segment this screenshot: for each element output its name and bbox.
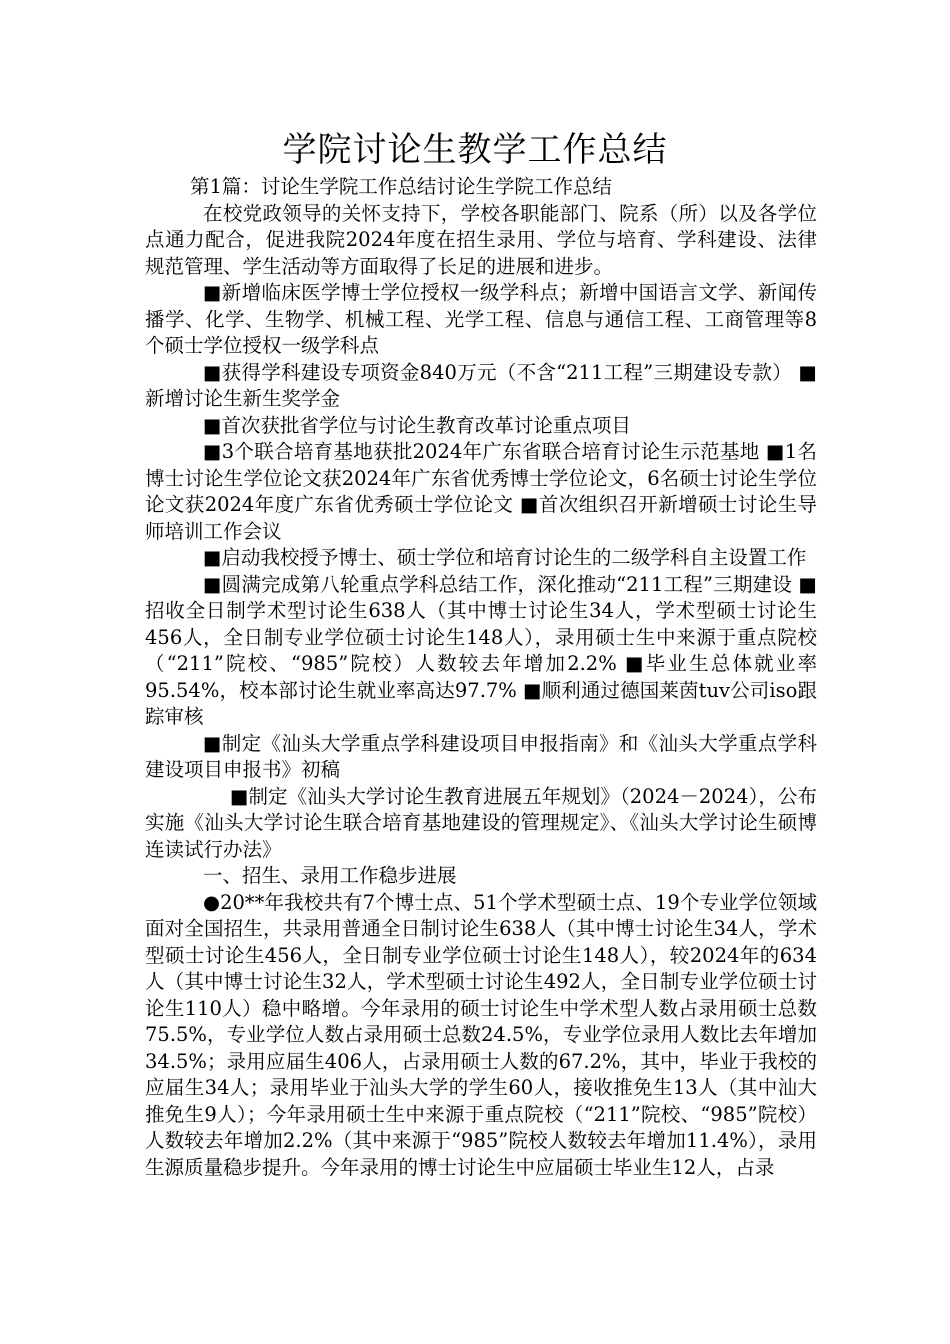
paragraph: ■圆满完成第八轮重点学科总结工作，深化推动“211工程”三期建设 ■招收全日制学术型讨论生638人（其中博士讨论生34人，学术型硕士讨论生456人，全日制专业学位硕士讨论生148人），录用硕士生中来源于重点院校（“211”院校、“985”院校）人数较去年增加2.2% ■毕业生总体就业率95.54%，校本部讨论生就业率高达97.7% ■顺利通过德国莱茵tuv公司iso跟踪审核 — [145, 572, 817, 728]
paragraph: ■制定《汕头大学重点学科建设项目申报指南》和《汕头大学重点学科建设项目申报书》初稿 — [145, 731, 817, 781]
document-title: 学院讨论生教学工作总结 — [282, 130, 668, 170]
document-body — [145, 174, 817, 1181]
paragraph: 一、招生、录用工作稳步进展 — [203, 864, 457, 887]
paragraph: 在校党政领导的关怀支持下，学校各职能部门、院系（所）以及各学位点通力配合，促进我院2024年度在招生录用、学位与培育、学科建设、法律规范管理、学生活动等方面取得了长足的进展和进步。 — [145, 201, 817, 278]
paragraph: 第1篇：讨论生学院工作总结讨论生学院工作总结 — [190, 175, 612, 198]
paragraph: ■制定《汕头大学讨论生教育进展五年规划》（2024－2024），公布实施《汕头大学讨论生联合培育基地建设的管理规定》、《汕头大学讨论生硕博连读试行办法》 — [145, 784, 817, 861]
paragraph: ■新增临床医学博士学位授权一级学科点；新增中国语言文学、新闻传播学、化学、生物学、机械工程、光学工程、信息与通信工程、工商管理等8个硕士学位授权一级学科点 — [145, 281, 817, 357]
paragraph: ●20**年我校共有7个博士点、51个学术型硕士点、19个专业学位领域面对全国招生，共录用普通全日制讨论生638人（其中博士讨论生34人，学术型硕士讨论生456人，全日制专业学位硕士讨论生148人），较2024年的634人（其中博士讨论生32人，学术型硕士讨论生492人，全日制专业学位硕士讨论生110人）稳中略增。今年录用的硕士讨论生中学术型人数占录用硕士总数75.5%，专业学位人数占录用硕士总数24.5%，专业学位录用人数比去年增加34.5%；录用应届生406人，占录用硕士人数的67.2%，其中，毕业于我校的应届生34人；录用毕业于汕头大学的学生60人，接收推免生13人（其中汕大推免生9人）；今年录用硕士生中来源于重点院校（“211”院校、“985”院校）人数较去年增加2.2%（其中来源于“985”院校人数较去年增加11.4%），录用生源质量稳步提升。今年录用的博士讨论生中应届硕士毕业生12人，占录 — [145, 890, 817, 1179]
paragraph: ■启动我校授予博士、硕士学位和培育讨论生的二级学科自主设置工作 — [203, 546, 807, 569]
paragraph: ■3个联合培育基地获批2024年广东省联合培育讨论生示范基地 ■1名博士讨论生学位论文获2024年广东省优秀博士学位论文，6名硕士讨论生学位论文获2024年度广东省优秀硕士学位论文 ■首次组织召开新增硕士讨论生导师培训工作会议 — [145, 440, 817, 543]
paragraph: ■获得学科建设专项资金840万元（不含“211工程”三期建设专款） ■新增讨论生新生奖学金 — [145, 360, 817, 410]
paragraph: ■首次获批省学位与讨论生教育改革讨论重点项目 — [203, 413, 631, 437]
